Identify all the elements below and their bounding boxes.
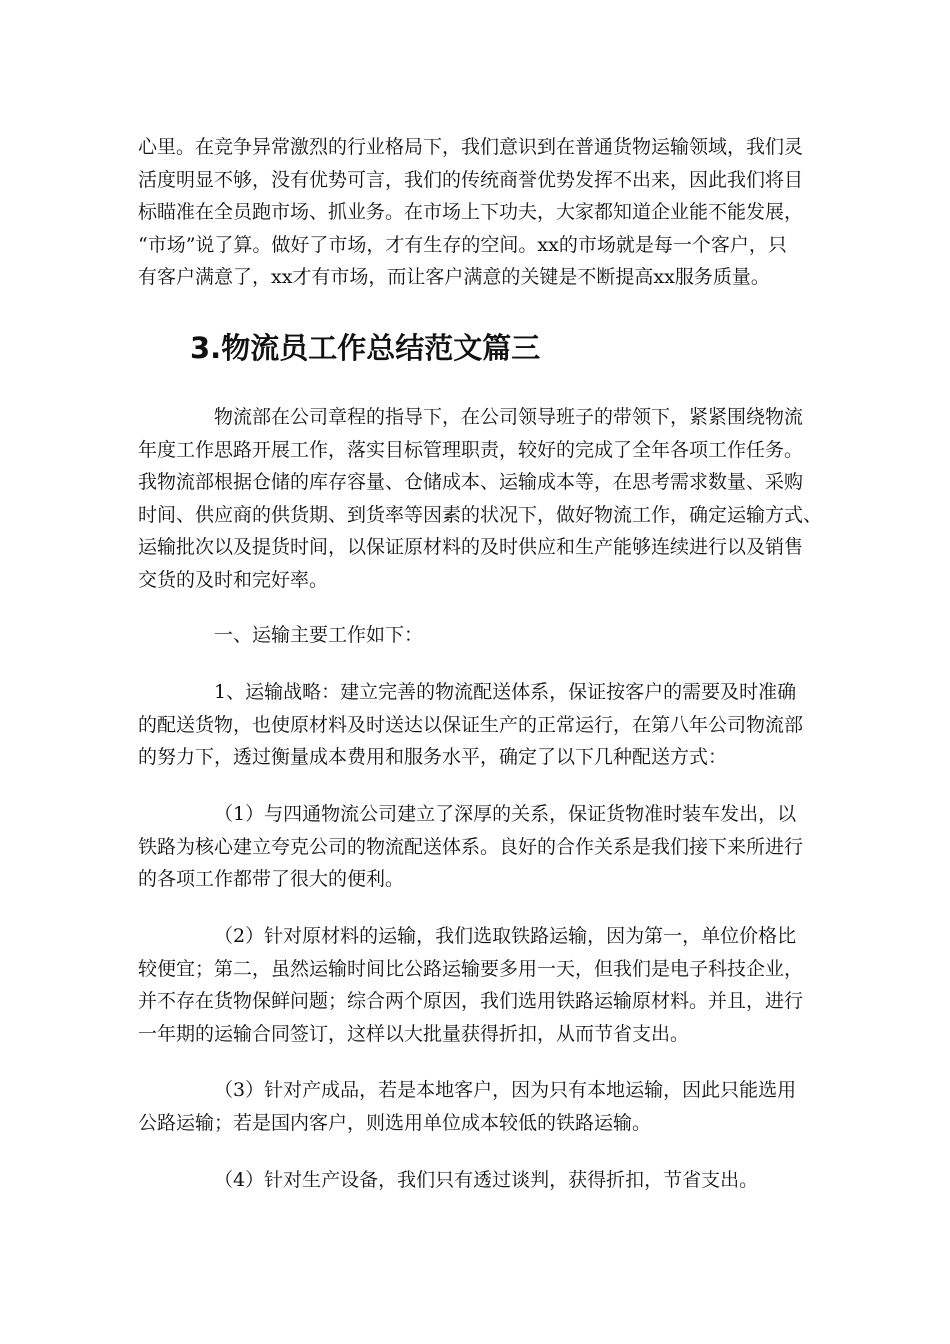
paragraph-line: 有客户满意了，xx才有市场，而让客户满意的关键是不断提高xx服务质量。 — [138, 266, 770, 288]
paragraph-line: 活度明显不够，没有优势可言，我们的传统商誉优势发挥不出来，因此我们将目 — [138, 168, 804, 191]
section-one-title — [138, 619, 818, 652]
paragraph-line: 铁路为核心建立夸克公司的物流配送体系。良好的合作关系是我们接下来所进行 — [138, 835, 804, 858]
paragraph-line: （3）针对产成品，若是本地客户，因为只有本地运输，因此只能选用 — [214, 1079, 797, 1101]
item-one-paragraph — [138, 676, 818, 774]
sub-item-2-paragraph — [138, 920, 818, 1050]
sub-item-3-paragraph — [138, 1074, 818, 1139]
paragraph-line: （2）针对原材料的运输，我们选取铁路运输，因为第一，单位价格比 — [214, 925, 797, 947]
paragraph-line: （1）与四通物流公司建立了深厚的关系，保证货物准时装车发出，以 — [214, 803, 797, 825]
paragraph-line: 年度工作思路开展工作，落实目标管理职责，较好的完成了全年各项工作任务。 — [138, 438, 804, 461]
section-heading: 3.物流员工作总结范文篇三 — [190, 331, 541, 365]
paragraph-line: “市场”说了算。做好了市场，才有生存的空间。xx的市场就是每一个客户，只 — [138, 233, 787, 256]
sub-item-1-paragraph — [138, 798, 818, 896]
intro-paragraph — [138, 401, 823, 596]
paragraph-line: 时间、供应商的供货期、到货率等因素的状况下，做好物流工作，确定运输方式、 — [138, 503, 823, 526]
paragraph-line: 物流部在公司章程的指导下，在公司领导班子的带领下，紧紧围绕物流 — [214, 406, 804, 428]
paragraph-line: 1、运输战略：建立完善的物流配送体系，保证按客户的需要及时准确 — [214, 681, 797, 703]
paragraph-line: 的努力下，透过衡量成本费用和服务水平，确定了以下几种配送方式： — [138, 746, 728, 768]
paragraph-line: 运输批次以及提货时间，以保证原材料的及时供应和生产能够连续进行以及销售 — [138, 536, 804, 558]
paragraph-line: 的各项工作都带了很大的便利。 — [138, 868, 405, 890]
paragraph-line: 并不存在货物保鲜问题；综合两个原因，我们选用铁路运输原材料。并且，进行 — [138, 990, 804, 1012]
paragraph-line: （4）针对生产设备，我们只有透过谈判，获得折扣，节省支出。 — [214, 1169, 759, 1191]
paragraph-line: 一年期的运输合同签订，这样以大批量获得折扣，从而节省支出。 — [138, 1022, 690, 1045]
paragraph-line: 标瞄准在全员跑市场、抓业务。在市场上下功夫，大家都知道企业能不能发展， — [138, 201, 804, 223]
paragraph-line: 公路运输；若是国内客户，则选用单位成本较低的铁路运输。 — [138, 1111, 652, 1134]
paragraph-line: 较便宜；第二，虽然运输时间比公路运输要多用一天，但我们是电子科技企业， — [138, 957, 804, 980]
paragraph-line: 心里。在竞争异常激烈的行业格局下，我们意识到在普通货物运输领域，我们灵 — [138, 136, 804, 158]
paragraph-line: 一、运输主要工作如下： — [214, 624, 424, 646]
paragraph-line: 我物流部根据仓储的库存容量、仓储成本、运输成本等，在思考需求数量、采购 — [138, 471, 804, 493]
sub-item-4-paragraph — [138, 1164, 818, 1197]
paragraph-line: 交货的及时和完好率。 — [138, 568, 329, 591]
paragraph-line: 的配送货物，也使原材料及时送达以保证生产的正常运行，在第八年公司物流部 — [138, 713, 804, 736]
continuation-paragraph — [138, 131, 818, 294]
